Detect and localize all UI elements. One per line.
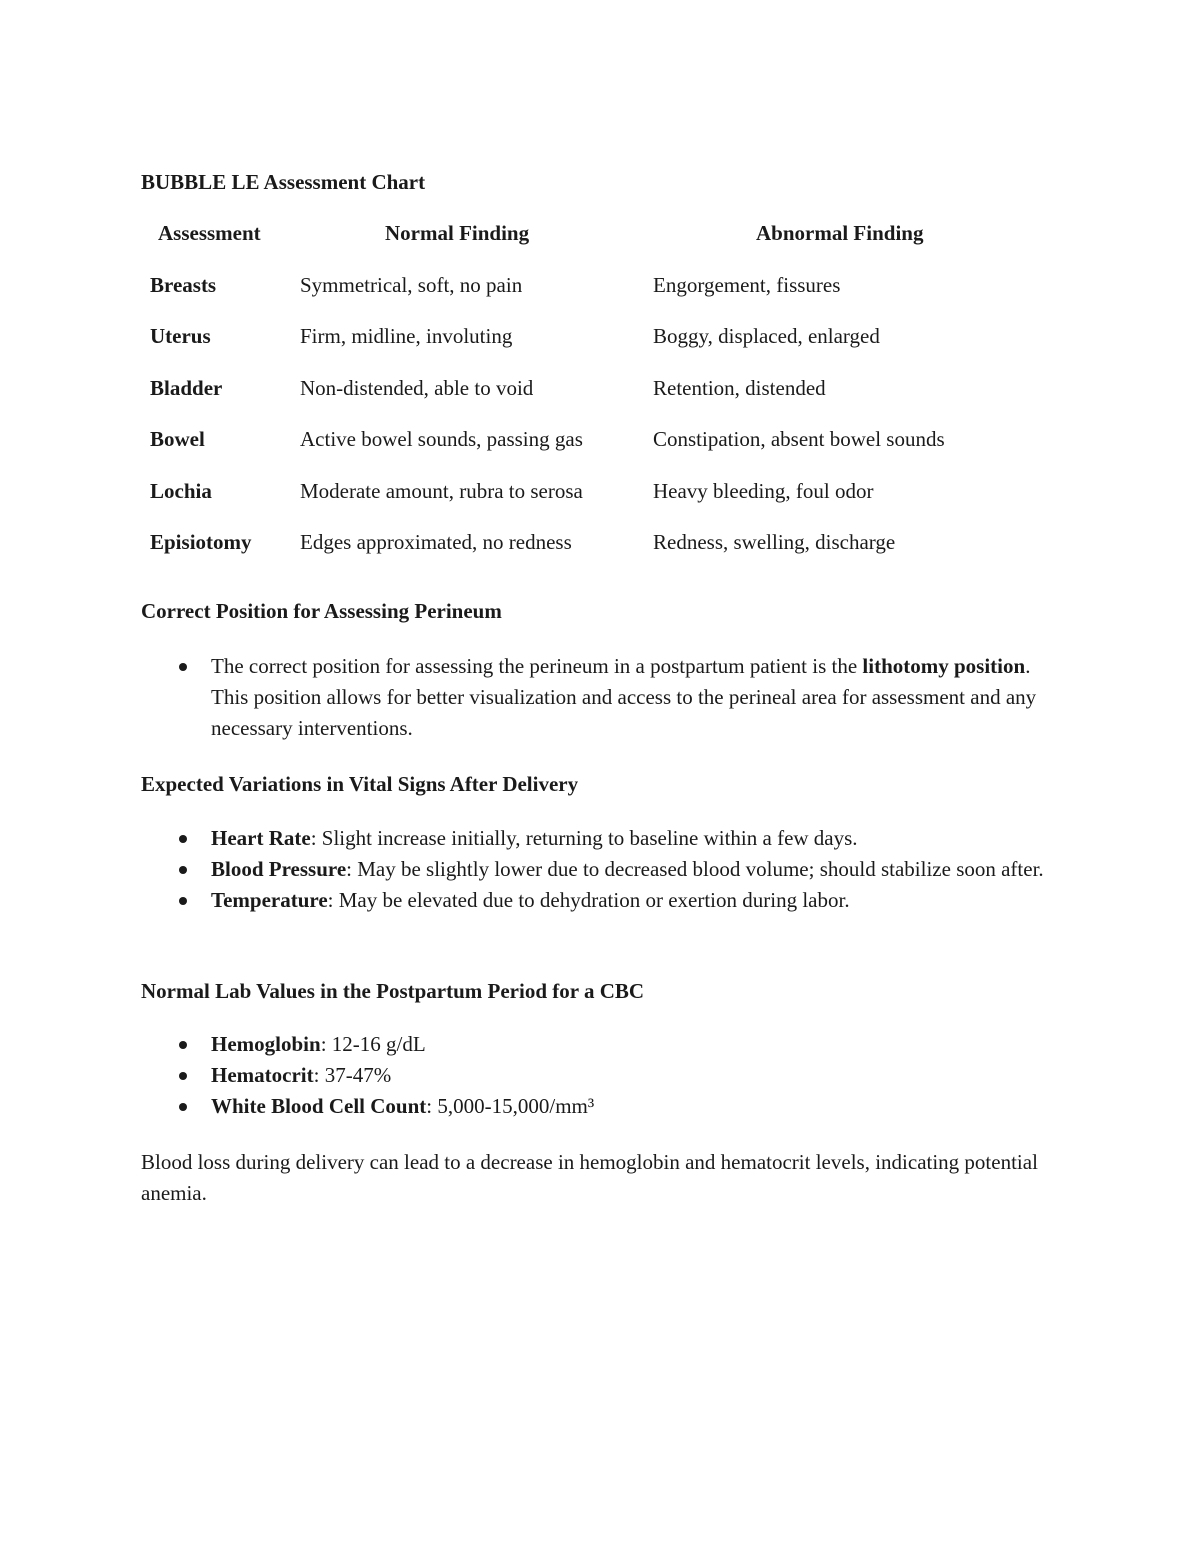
vital-desc: : May be slightly lower due to decreased blood volume; should stabilize soon after.: [346, 857, 1044, 881]
bullet-icon: [179, 663, 187, 671]
row-assessment: Breasts: [150, 272, 217, 297]
table-header-assessment: Assessment: [158, 221, 261, 245]
row-abnormal: Redness, swelling, discharge: [653, 530, 896, 554]
row-assessment: Uterus: [150, 324, 211, 348]
bullet-icon: [179, 835, 187, 843]
row-normal: Moderate amount, rubra to serosa: [300, 478, 583, 503]
row-assessment: Bowel: [150, 427, 205, 451]
vital-term: Heart Rate: [211, 826, 311, 850]
row-abnormal: Constipation, absent bowel sounds: [653, 427, 945, 451]
closing-paragraph: Blood loss during delivery can lead to a decrease in hemoglobin and hematocrit levels, indicating potential anemia.: [141, 1150, 1038, 1205]
row-normal: Firm, midline, involuting: [300, 324, 513, 348]
list-item: [141, 885, 1071, 916]
list-item: [141, 1029, 1071, 1060]
row-abnormal: Engorgement, fissures: [653, 272, 841, 297]
vitals-list: [141, 823, 1071, 916]
labs-list: [141, 1029, 1071, 1122]
lab-term: Hemoglobin: [211, 1032, 321, 1056]
assessment-table: [141, 218, 1071, 579]
list-item: [141, 854, 1071, 885]
row-assessment: Episiotomy: [150, 530, 252, 554]
vitals-heading: Expected Variations in Vital Signs After Delivery: [141, 772, 579, 796]
table-header-normal: Normal Finding: [385, 221, 530, 245]
lab-desc: : 37-47%: [313, 1063, 392, 1087]
vital-desc: : Slight increase initially, returning to baseline within a few days.: [310, 826, 858, 850]
table-header-row: [141, 218, 1071, 270]
row-normal: Symmetrical, soft, no pain: [300, 272, 523, 297]
perineum-text-after: . This position allows for better visualization and access to the perineal area for assessment and any necessary interventions.: [211, 654, 1037, 740]
table-row: [141, 476, 1071, 528]
table-row: [141, 321, 1071, 373]
row-normal: Non-distended, able to void: [300, 375, 534, 400]
row-abnormal: Retention, distended: [653, 375, 826, 400]
vital-term: Temperature: [211, 888, 328, 912]
labs-heading: Normal Lab Values in the Postpartum Period for a CBC: [141, 979, 645, 1003]
vital-term: Blood Pressure: [211, 857, 347, 881]
document-title: BUBBLE LE Assessment Chart: [141, 170, 426, 194]
table-row: [141, 270, 1071, 322]
row-assessment: Bladder: [150, 375, 223, 400]
perineum-text-before: The correct position for assessing the perineum in a postpartum patient is the: [211, 654, 863, 678]
bullet-icon: [179, 1103, 187, 1111]
bullet-icon: [179, 866, 187, 874]
perineum-bold-term: lithotomy position: [862, 654, 1026, 678]
table-row: [141, 527, 1071, 579]
row-normal: Edges approximated, no redness: [300, 530, 572, 554]
bullet-icon: [179, 1041, 187, 1049]
bullet-icon: [179, 897, 187, 905]
lab-desc: : 12-16 g/dL: [320, 1032, 426, 1056]
vital-desc: : May be elevated due to dehydration or exertion during labor.: [327, 888, 850, 912]
perineum-list: [141, 651, 1071, 744]
row-assessment: Lochia: [150, 478, 212, 503]
bullet-icon: [179, 1072, 187, 1080]
lab-desc: : 5,000-15,000/mm³: [426, 1094, 595, 1118]
list-item: [141, 1091, 1071, 1122]
perineum-heading: Correct Position for Assessing Perineum: [141, 599, 502, 623]
list-item: [141, 1060, 1071, 1091]
row-abnormal: Boggy, displaced, enlarged: [653, 324, 880, 348]
table-row: [141, 424, 1071, 476]
row-abnormal: Heavy bleeding, foul odor: [653, 478, 874, 503]
lab-term: White Blood Cell Count: [211, 1094, 427, 1118]
table-row: [141, 373, 1071, 425]
lab-term: Hematocrit: [211, 1063, 314, 1087]
table-header-abnormal: Abnormal Finding: [756, 221, 924, 245]
row-normal: Active bowel sounds, passing gas: [300, 427, 583, 451]
list-item: [141, 823, 1071, 854]
list-item: [141, 651, 1071, 744]
